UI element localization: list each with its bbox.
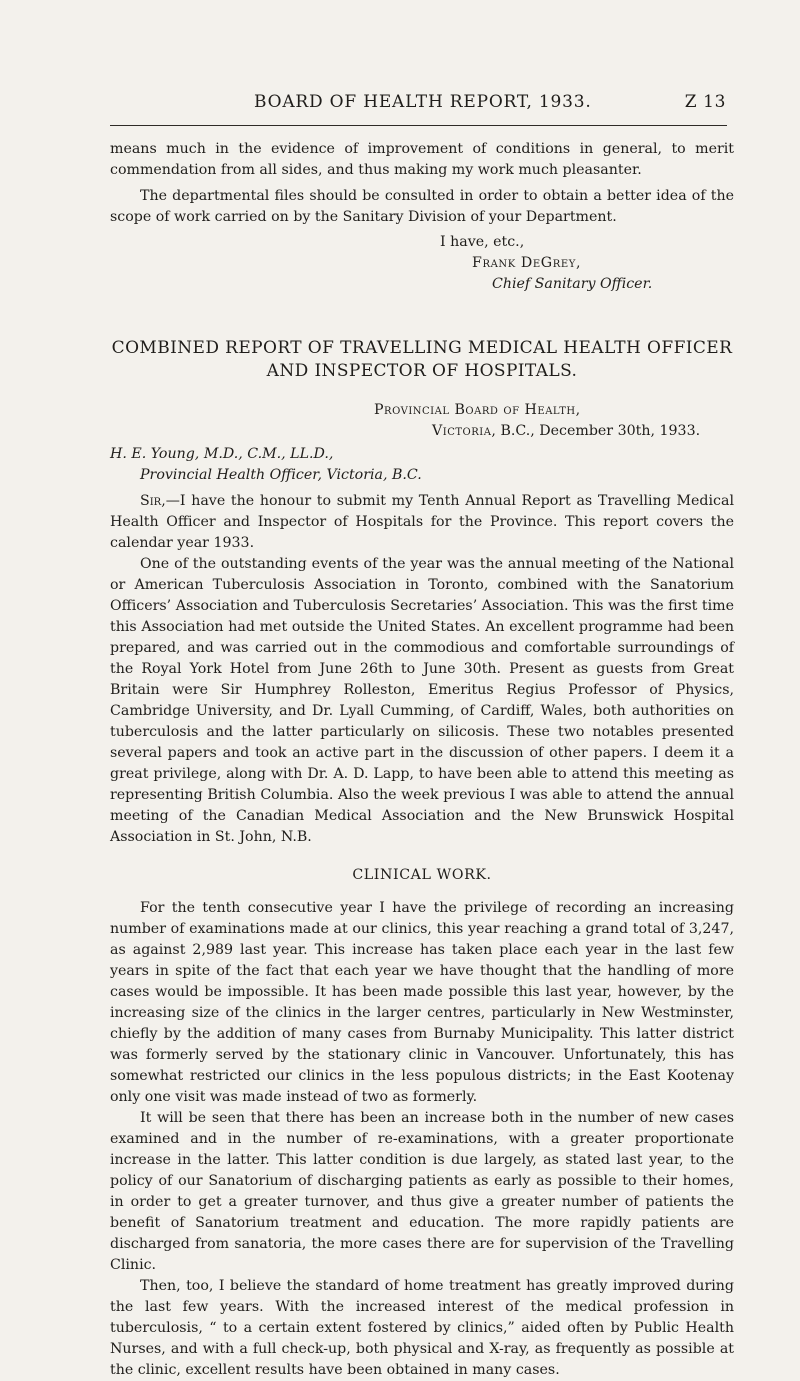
report-paragraph: One of the outstanding events of the year was the annual meeting of the National or American Tuberculosis Association in Toronto, combined with the Sanatorium Officers’ Association and Tuberculosis Secretaries’ Association. This was the first time this Association had met outside the United States. An excellent programme had been prepared, and was carried out in the commodious and comfortable surroundings of the Royal York Hotel from June 26th to June 30th. Present as guests from Great Britain were Sir Humphrey Rolleston, Emeritus Regius Professor of Physics, Cambridge University, and Dr. Lyall Cumming, of Cardiff, Wales, both authorities on tuberculosis and the latter particularly on silicosis. These two notables presented several papers and took an active part in the discussion of other papers. I deem it a great privilege, along with Dr. A. D. Lapp, to have been able to attend this meeting as representing British Columbia. Also the week previous I was able to attend the annual meeting of the Canadian Medical Association and the New Brunswick Hospital Association in St. John, N.B.	[110, 556, 734, 845]
report-title	[110, 337, 734, 383]
signature-name: Frank DeGrey,	[472, 255, 582, 271]
salutation: Sir,	[140, 493, 166, 509]
section-title: CLINICAL WORK.	[352, 867, 492, 883]
sender-city: Victoria	[432, 423, 492, 439]
header-rule	[110, 125, 727, 126]
sender-organization: Provincial Board of Health,	[374, 402, 581, 418]
clinical-paragraph: Then, too, I believe the standard of home treatment has greatly improved during the last few years. With the increased interest of the medical profession in tuberculosis, “ to a certain extent fostered by clinics,” aided often by Public Health Nurses, and with a full check-up, both physical and X-ray, as frequently as possible at the clinic, excellent results have been obtained in many cases.	[110, 1278, 734, 1378]
addressee-name: H. E. Young, M.D., C.M., LL.D.,	[110, 446, 334, 462]
sender-date: , B.C., December 30th, 1933.	[491, 423, 701, 439]
running-header	[110, 92, 726, 120]
header-title: BOARD OF HEALTH REPORT, 1933.	[254, 92, 592, 112]
signoff: I have, etc.,	[440, 234, 525, 250]
report-paragraph-text: —I have the honour to submit my Tenth Annual Report as Travelling Medical Health Officer and Inspector of Hospitals for the Province. This report covers the calendar year 1933.	[110, 493, 734, 551]
report-title-line-2: AND INSPECTOR OF HOSPITALS.	[266, 361, 578, 381]
report-paragraph	[110, 491, 734, 554]
signature-title: Chief Sanitary Officer.	[492, 276, 653, 292]
page-number: Z 13	[684, 92, 726, 112]
letter-paragraph: The departmental files should be consulted in order to obtain a better idea of the scope of work carried on by the Sanitary Division of your Department.	[110, 188, 734, 225]
page-body	[110, 139, 734, 1381]
sender-place-date	[432, 421, 734, 442]
addressee-title: Provincial Health Officer, Victoria, B.C.	[140, 467, 422, 483]
report-title-line-1: COMBINED REPORT OF TRAVELLING MEDICAL HEALTH OFFICER	[111, 338, 733, 358]
clinical-paragraph: It will be seen that there has been an increase both in the number of new cases examined and in the number of re-examinations, with a greater proportionate increase in the latter. This latter condition is due largely, as stated last year, to the policy of our Sanatorium of discharging patients as early as possible to their homes, in order to get a greater turnover, and thus give a greater number of patients the benefit of Sanatorium treatment and education. The more rapidly patients are discharged from sanatoria, the more cases there are for supervision of the Travelling Clinic.	[110, 1110, 734, 1273]
letter-paragraph: means much in the evidence of improvement of conditions in general, to merit commendation from all sides, and thus making my work much pleasanter.	[110, 141, 734, 178]
clinical-paragraph: For the tenth consecutive year I have the privilege of recording an increasing number of examinations made at our clinics, this year reaching a grand total of 3,247, as against 2,989 last year. This increase has taken place each year in the last few years in spite of the fact that each year we have thought that the handling of more cases would be impossible. It has been made possible this last year, however, by the increasing size of the clinics in the larger centres, particularly in New Westminster, chiefly by the addition of many cases from Burnaby Municipality. This latter district was formerly served by the stationary clinic in Vancouver. Unfortunately, this has somewhat restricted our clinics in the less populous districts; in the East Kootenay only one visit was made instead of two as formerly.	[110, 900, 734, 1105]
